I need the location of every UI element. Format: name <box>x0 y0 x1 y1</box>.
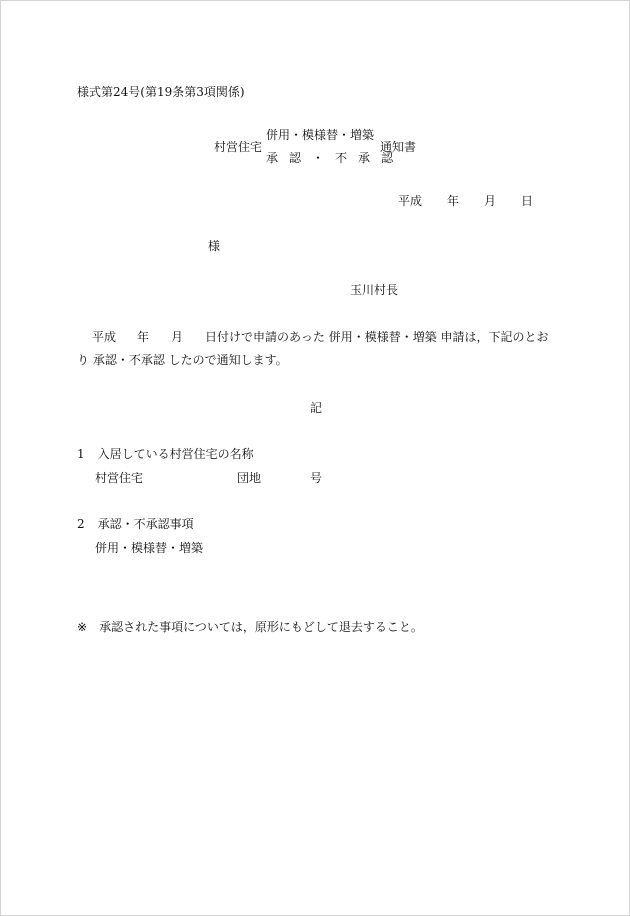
title-options-line2: 承 認 ・ 不 承 認 <box>266 151 397 165</box>
date-year-unit: 年 <box>447 194 460 208</box>
item-1-number: 1 <box>77 447 85 461</box>
item-1-detail-part3: 号 <box>310 471 323 485</box>
body-month-unit: 月 <box>171 330 184 344</box>
body-year-unit: 年 <box>137 330 150 344</box>
addressee-suffix: 様 <box>208 239 221 253</box>
note-mark: ※ <box>77 620 88 634</box>
item-1-detail <box>95 472 322 484</box>
item-2-heading <box>77 518 194 530</box>
item-2-detail: 併用・模様替・増築 <box>95 541 204 555</box>
item-1-heading <box>77 448 254 460</box>
item-1-detail-part1: 村営住宅 <box>95 471 144 485</box>
date-era: 平成 <box>398 194 423 208</box>
body-line1-rest: 日付けで申請のあった 併用・模様替・増築 申請は，下記のとお <box>205 330 549 344</box>
title-options-line1: 併用・模様替・増築 <box>266 128 375 142</box>
title-prefix: 村営住宅 <box>214 140 263 154</box>
item-1-heading-text: 入居している村営住宅の名称 <box>97 447 254 461</box>
date-month-unit: 月 <box>484 194 497 208</box>
item-1-detail-part2: 団地 <box>237 471 262 485</box>
form-number: 様式第24号(第19条第3項関係) <box>77 85 245 99</box>
sender-name: 玉川村長 <box>350 283 399 297</box>
date-line <box>398 195 533 207</box>
item-2-heading-text: 承認・不承認事項 <box>97 517 194 531</box>
body-line-2: り 承認・不承認 したので通知します。 <box>77 353 288 367</box>
date-day-unit: 日 <box>521 194 534 208</box>
note-text: 承認された事項については，原形にもどして退去すること。 <box>99 620 423 634</box>
body-line-1 <box>92 331 549 343</box>
note-line <box>77 621 423 633</box>
ki-heading: 記 <box>310 401 323 415</box>
item-2-number: 2 <box>77 517 85 531</box>
title-suffix: 通知書 <box>380 140 417 154</box>
body-era: 平成 <box>92 330 117 344</box>
